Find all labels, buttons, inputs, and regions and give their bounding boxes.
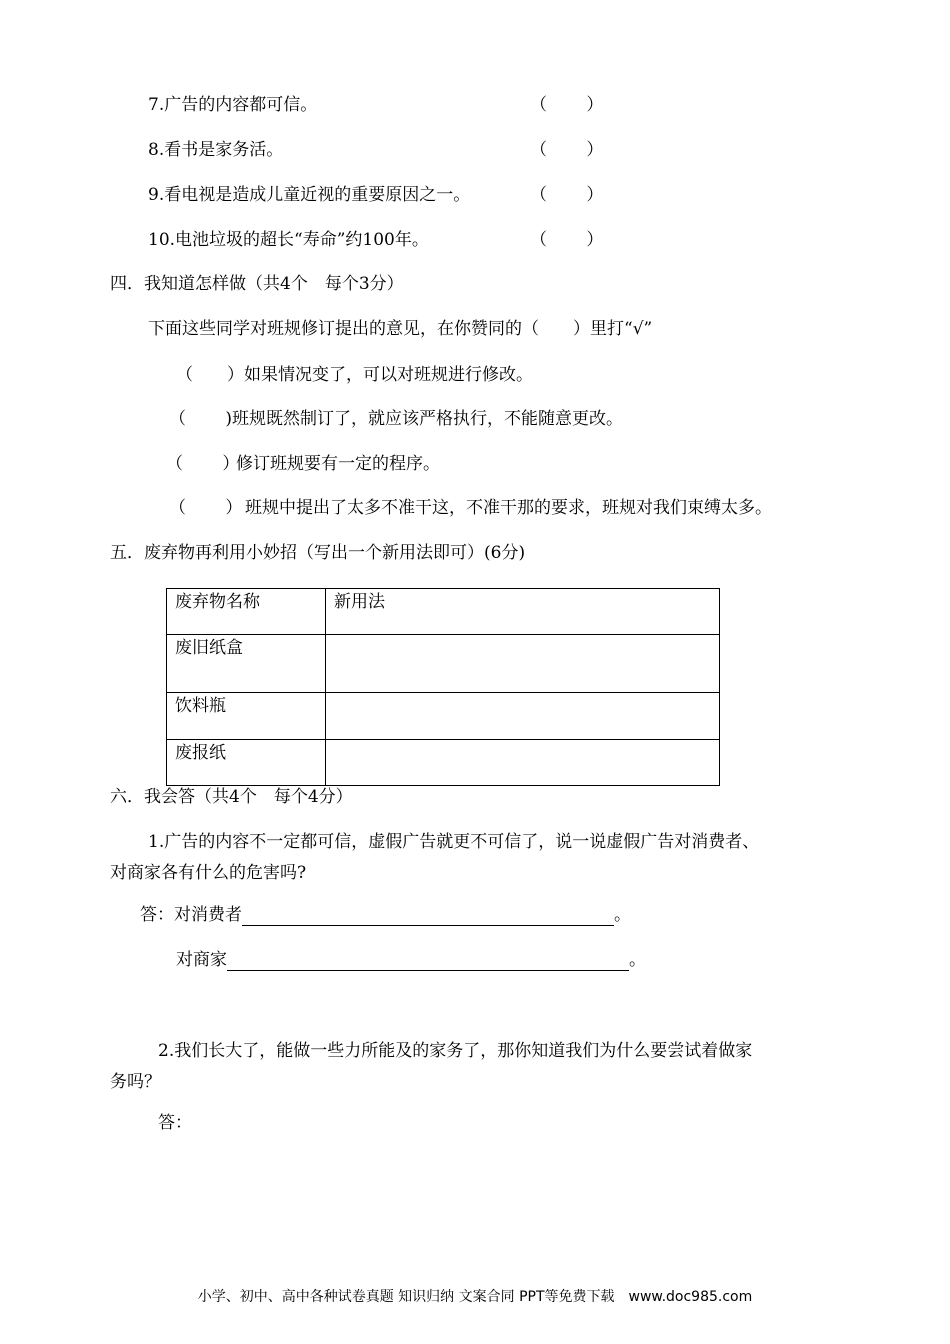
waste-name-cell: 饮料瓶 <box>167 693 326 740</box>
judgement-item-7: 7.广告的内容都可信。 <box>148 95 318 115</box>
answer-merchant-label: 对商家 <box>176 950 227 970</box>
option-paren-2[interactable]: （ ) <box>169 409 233 429</box>
judgement-paren-10[interactable]: （ ） <box>530 230 604 250</box>
new-use-input-cell[interactable] <box>326 693 720 740</box>
option-paren-3[interactable]: （ ） <box>166 454 240 474</box>
table-row <box>167 635 720 693</box>
section-4-instruction: 下面这些同学对班规修订提出的意见，在你赞同的（ ）里打“√” <box>148 319 653 339</box>
table-row <box>167 693 720 740</box>
header-waste-name: 废弃物名称 <box>167 589 326 635</box>
footer-text: 小学、初中、高中各种试卷真题 知识归纳 文案合同 PPT等免费下载 www.doc985.com <box>197 1289 753 1305</box>
option-text-4: 班规中提出了太多不准干这，不准干那的要求，班规对我们束缚太多。 <box>245 498 772 518</box>
option-paren-4[interactable]: （ ） <box>169 498 243 518</box>
judgement-paren-8[interactable]: （ ） <box>530 140 604 160</box>
answer-consumer-blank[interactable] <box>242 905 614 926</box>
answer-consumer-row <box>140 904 631 926</box>
question-1-line-2: 对商家各有什么的危害吗? <box>110 863 307 883</box>
answer-merchant-period: 。 <box>629 950 646 970</box>
option-text-2: 班规既然制订了，就应该严格执行，不能随意更改。 <box>232 409 623 429</box>
answer-consumer-period: 。 <box>614 905 631 925</box>
table-row <box>167 740 720 786</box>
answer-consumer-label: 答：对消费者 <box>140 905 242 925</box>
judgement-item-10: 10.电池垃圾的超长“寿命”约100年。 <box>148 230 429 250</box>
new-use-input-cell[interactable] <box>326 635 720 693</box>
judgement-item-8: 8.看书是家务活。 <box>148 140 284 160</box>
answer-merchant-blank[interactable] <box>227 950 629 971</box>
waste-name-cell: 废旧纸盒 <box>167 635 326 693</box>
header-new-use: 新用法 <box>326 589 720 635</box>
option-text-3: 修订班规要有一定的程序。 <box>236 454 440 474</box>
table-header-row <box>167 589 720 635</box>
answer-2-label: 答： <box>158 1113 192 1133</box>
question-1-line-1: 1.广告的内容不一定都可信，虚假广告就更不可信了，说一说虚假广告对消费者、 <box>148 832 760 852</box>
new-use-input-cell[interactable] <box>326 740 720 786</box>
section-6-title: 六．我会答（共4个 每个4分） <box>110 787 353 807</box>
section-5-title: 五．废弃物再利用小妙招（写出一个新用法即可）(6分) <box>110 543 526 563</box>
waste-reuse-table <box>166 588 720 786</box>
judgement-paren-7[interactable]: （ ） <box>530 95 604 115</box>
option-text-1: 如果情况变了，可以对班规进行修改。 <box>244 365 533 385</box>
question-2-line-2: 务吗？ <box>110 1072 161 1092</box>
question-2-line-1: 2.我们长大了，能做一些力所能及的家务了，那你知道我们为什么要尝试着做家 <box>158 1041 753 1061</box>
option-paren-1[interactable]: （ ） <box>176 365 244 385</box>
judgement-paren-9[interactable]: （ ） <box>530 185 604 205</box>
waste-name-cell: 废报纸 <box>167 740 326 786</box>
judgement-item-9: 9.看电视是造成儿童近视的重要原因之一。 <box>148 185 471 205</box>
answer-merchant-row <box>176 949 646 971</box>
section-4-title: 四．我知道怎样做（共4个 每个3分） <box>110 274 404 294</box>
